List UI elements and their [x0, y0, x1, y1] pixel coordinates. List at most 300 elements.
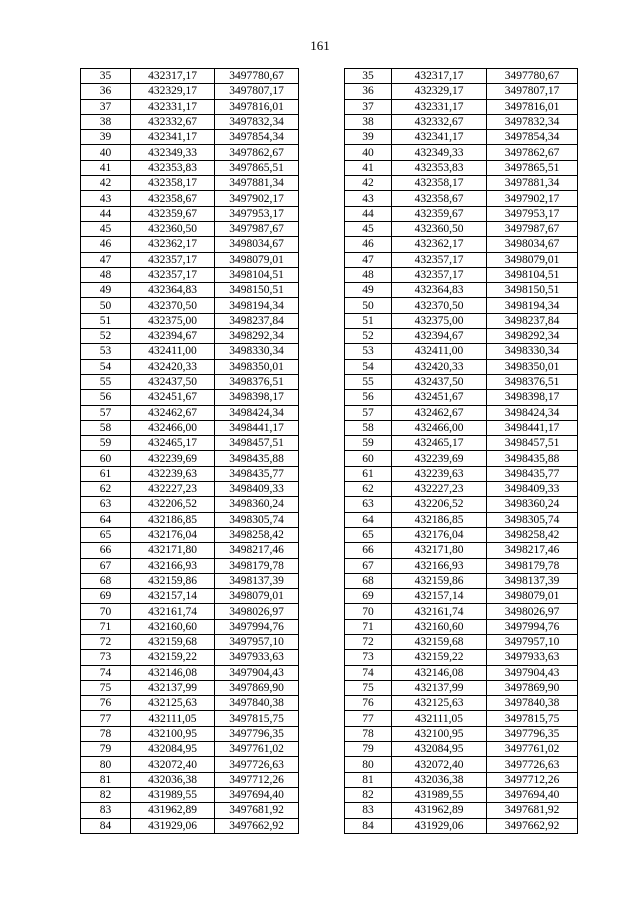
table-row: [81, 114, 578, 129]
left-y-coordinate-cell: 3497796,35: [215, 726, 299, 741]
left-x-coordinate-cell: 432466,00: [131, 420, 215, 435]
column-gap: [299, 650, 345, 665]
column-gap: [299, 634, 345, 649]
right-x-coordinate-cell: 432437,50: [392, 374, 487, 389]
left-x-coordinate-cell: 432359,67: [131, 206, 215, 221]
right-point-number-cell: 84: [345, 818, 392, 833]
left-y-coordinate-cell: 3497840,38: [215, 696, 299, 711]
table-row: [81, 818, 578, 833]
left-y-coordinate-cell: 3498305,74: [215, 512, 299, 527]
right-y-coordinate-cell: 3498360,24: [487, 497, 578, 512]
right-y-coordinate-cell: 3497796,35: [487, 726, 578, 741]
table-row: [81, 589, 578, 604]
left-y-coordinate-cell: 3498217,46: [215, 543, 299, 558]
left-y-coordinate-cell: 3498435,77: [215, 466, 299, 481]
page-number: 161: [310, 38, 330, 53]
table-row: [81, 436, 578, 451]
right-point-number-cell: 54: [345, 359, 392, 374]
right-x-coordinate-cell: 432146,08: [392, 665, 487, 680]
left-point-number-cell: 71: [81, 619, 131, 634]
right-x-coordinate-cell: 432364,83: [392, 283, 487, 298]
left-x-coordinate-cell: 432353,83: [131, 160, 215, 175]
left-y-coordinate-cell: 3498194,34: [215, 298, 299, 313]
left-x-coordinate-cell: 432349,33: [131, 145, 215, 160]
left-x-coordinate-cell: 432100,95: [131, 726, 215, 741]
right-x-coordinate-cell: 432171,80: [392, 543, 487, 558]
left-point-number-cell: 67: [81, 558, 131, 573]
table-row: [81, 696, 578, 711]
table-row: [81, 221, 578, 236]
left-x-coordinate-cell: 432159,86: [131, 573, 215, 588]
left-x-coordinate-cell: 432364,83: [131, 283, 215, 298]
left-x-coordinate-cell: 432166,93: [131, 558, 215, 573]
right-point-number-cell: 81: [345, 772, 392, 787]
right-y-coordinate-cell: 3498435,88: [487, 451, 578, 466]
right-y-coordinate-cell: 3498137,39: [487, 573, 578, 588]
left-point-number-cell: 51: [81, 313, 131, 328]
right-point-number-cell: 57: [345, 405, 392, 420]
right-point-number-cell: 43: [345, 191, 392, 206]
left-x-coordinate-cell: 432329,17: [131, 84, 215, 99]
right-y-coordinate-cell: 3498441,17: [487, 420, 578, 435]
left-point-number-cell: 64: [81, 512, 131, 527]
left-point-number-cell: 48: [81, 267, 131, 282]
right-y-coordinate-cell: 3497832,34: [487, 114, 578, 129]
right-point-number-cell: 55: [345, 374, 392, 389]
left-x-coordinate-cell: 432239,63: [131, 466, 215, 481]
right-x-coordinate-cell: 432462,67: [392, 405, 487, 420]
column-gap: [299, 252, 345, 267]
right-point-number-cell: 68: [345, 573, 392, 588]
right-y-coordinate-cell: 3497987,67: [487, 221, 578, 236]
left-point-number-cell: 60: [81, 451, 131, 466]
right-point-number-cell: 59: [345, 436, 392, 451]
left-x-coordinate-cell: 432159,68: [131, 634, 215, 649]
table-row: [81, 145, 578, 160]
left-x-coordinate-cell: 432111,05: [131, 711, 215, 726]
left-point-number-cell: 77: [81, 711, 131, 726]
right-y-coordinate-cell: 3498292,34: [487, 329, 578, 344]
right-x-coordinate-cell: 432394,67: [392, 329, 487, 344]
left-y-coordinate-cell: 3498441,17: [215, 420, 299, 435]
left-y-coordinate-cell: 3498026,97: [215, 604, 299, 619]
right-x-coordinate-cell: 432072,40: [392, 757, 487, 772]
right-x-coordinate-cell: 432159,86: [392, 573, 487, 588]
left-x-coordinate-cell: 432036,38: [131, 772, 215, 787]
left-x-coordinate-cell: 431989,55: [131, 787, 215, 802]
table-row: [81, 711, 578, 726]
right-x-coordinate-cell: 432111,05: [392, 711, 487, 726]
right-x-coordinate-cell: 432159,22: [392, 650, 487, 665]
column-gap: [299, 757, 345, 772]
table-row: [81, 497, 578, 512]
table-row: [81, 772, 578, 787]
column-gap: [299, 527, 345, 542]
left-x-coordinate-cell: 432159,22: [131, 650, 215, 665]
right-y-coordinate-cell: 3497862,67: [487, 145, 578, 160]
table-row: [81, 69, 578, 84]
table-row: [81, 176, 578, 191]
right-x-coordinate-cell: 432362,17: [392, 237, 487, 252]
left-x-coordinate-cell: 431929,06: [131, 818, 215, 833]
right-y-coordinate-cell: 3498104,51: [487, 267, 578, 282]
table-row: [81, 787, 578, 802]
left-x-coordinate-cell: 432206,52: [131, 497, 215, 512]
column-gap: [299, 772, 345, 787]
right-point-number-cell: 47: [345, 252, 392, 267]
column-gap: [299, 604, 345, 619]
right-point-number-cell: 78: [345, 726, 392, 741]
column-gap: [299, 374, 345, 389]
right-x-coordinate-cell: 432370,50: [392, 298, 487, 313]
left-point-number-cell: 57: [81, 405, 131, 420]
right-x-coordinate-cell: 432331,17: [392, 99, 487, 114]
left-point-number-cell: 58: [81, 420, 131, 435]
right-y-coordinate-cell: 3497681,92: [487, 803, 578, 818]
right-y-coordinate-cell: 3497726,63: [487, 757, 578, 772]
column-gap: [299, 420, 345, 435]
coordinates-table: [80, 68, 578, 834]
right-y-coordinate-cell: 3497815,75: [487, 711, 578, 726]
left-x-coordinate-cell: 432239,69: [131, 451, 215, 466]
left-x-coordinate-cell: 432227,23: [131, 482, 215, 497]
table-row: [81, 451, 578, 466]
right-x-coordinate-cell: 432125,63: [392, 696, 487, 711]
right-y-coordinate-cell: 3497712,26: [487, 772, 578, 787]
right-y-coordinate-cell: 3497869,90: [487, 680, 578, 695]
left-point-number-cell: 76: [81, 696, 131, 711]
column-gap: [299, 221, 345, 236]
column-gap: [299, 114, 345, 129]
table-row: [81, 650, 578, 665]
left-y-coordinate-cell: 3497994,76: [215, 619, 299, 634]
left-x-coordinate-cell: 432375,00: [131, 313, 215, 328]
table-row: [81, 298, 578, 313]
table-row: [81, 420, 578, 435]
right-point-number-cell: 42: [345, 176, 392, 191]
right-x-coordinate-cell: 432166,93: [392, 558, 487, 573]
left-point-number-cell: 59: [81, 436, 131, 451]
left-y-coordinate-cell: 3497987,67: [215, 221, 299, 236]
table-row: [81, 512, 578, 527]
left-point-number-cell: 47: [81, 252, 131, 267]
column-gap: [299, 69, 345, 84]
left-y-coordinate-cell: 3497694,40: [215, 787, 299, 802]
table-row: [81, 680, 578, 695]
left-x-coordinate-cell: 432370,50: [131, 298, 215, 313]
right-y-coordinate-cell: 3498305,74: [487, 512, 578, 527]
column-gap: [299, 696, 345, 711]
right-y-coordinate-cell: 3498194,34: [487, 298, 578, 313]
left-x-coordinate-cell: 432160,60: [131, 619, 215, 634]
right-x-coordinate-cell: 432186,85: [392, 512, 487, 527]
left-point-number-cell: 78: [81, 726, 131, 741]
right-point-number-cell: 82: [345, 787, 392, 802]
column-gap: [299, 313, 345, 328]
left-x-coordinate-cell: 432171,80: [131, 543, 215, 558]
left-point-number-cell: 63: [81, 497, 131, 512]
table-row: [81, 359, 578, 374]
right-x-coordinate-cell: 432100,95: [392, 726, 487, 741]
column-gap: [299, 267, 345, 282]
column-gap: [299, 160, 345, 175]
right-x-coordinate-cell: 432157,14: [392, 589, 487, 604]
right-y-coordinate-cell: 3498079,01: [487, 589, 578, 604]
table-row: [81, 130, 578, 145]
left-point-number-cell: 82: [81, 787, 131, 802]
column-gap: [299, 451, 345, 466]
left-y-coordinate-cell: 3498398,17: [215, 390, 299, 405]
left-point-number-cell: 81: [81, 772, 131, 787]
left-point-number-cell: 83: [81, 803, 131, 818]
right-point-number-cell: 71: [345, 619, 392, 634]
column-gap: [299, 711, 345, 726]
left-x-coordinate-cell: 432176,04: [131, 527, 215, 542]
right-point-number-cell: 63: [345, 497, 392, 512]
table-row: [81, 84, 578, 99]
right-x-coordinate-cell: 432360,50: [392, 221, 487, 236]
right-point-number-cell: 74: [345, 665, 392, 680]
left-point-number-cell: 52: [81, 329, 131, 344]
table-row: [81, 237, 578, 252]
column-gap: [299, 665, 345, 680]
left-y-coordinate-cell: 3498330,34: [215, 344, 299, 359]
right-y-coordinate-cell: 3497761,02: [487, 742, 578, 757]
right-y-coordinate-cell: 3497780,67: [487, 69, 578, 84]
right-point-number-cell: 52: [345, 329, 392, 344]
right-x-coordinate-cell: 432137,99: [392, 680, 487, 695]
right-x-coordinate-cell: 432466,00: [392, 420, 487, 435]
left-y-coordinate-cell: 3497881,34: [215, 176, 299, 191]
right-y-coordinate-cell: 3497902,17: [487, 191, 578, 206]
table-row: [81, 374, 578, 389]
left-y-coordinate-cell: 3497902,17: [215, 191, 299, 206]
left-y-coordinate-cell: 3498104,51: [215, 267, 299, 282]
left-point-number-cell: 68: [81, 573, 131, 588]
left-point-number-cell: 44: [81, 206, 131, 221]
left-x-coordinate-cell: 432394,67: [131, 329, 215, 344]
right-y-coordinate-cell: 3498398,17: [487, 390, 578, 405]
right-point-number-cell: 83: [345, 803, 392, 818]
right-point-number-cell: 36: [345, 84, 392, 99]
column-gap: [299, 99, 345, 114]
left-y-coordinate-cell: 3497726,63: [215, 757, 299, 772]
left-point-number-cell: 50: [81, 298, 131, 313]
right-point-number-cell: 51: [345, 313, 392, 328]
table-row: [81, 329, 578, 344]
left-x-coordinate-cell: 432357,17: [131, 267, 215, 282]
right-point-number-cell: 72: [345, 634, 392, 649]
left-point-number-cell: 38: [81, 114, 131, 129]
right-point-number-cell: 39: [345, 130, 392, 145]
right-point-number-cell: 62: [345, 482, 392, 497]
column-gap: [299, 573, 345, 588]
right-point-number-cell: 67: [345, 558, 392, 573]
left-x-coordinate-cell: 432341,17: [131, 130, 215, 145]
right-point-number-cell: 60: [345, 451, 392, 466]
right-y-coordinate-cell: 3498179,78: [487, 558, 578, 573]
column-gap: [299, 206, 345, 221]
left-y-coordinate-cell: 3497815,75: [215, 711, 299, 726]
left-point-number-cell: 56: [81, 390, 131, 405]
left-point-number-cell: 41: [81, 160, 131, 175]
right-y-coordinate-cell: 3497994,76: [487, 619, 578, 634]
right-x-coordinate-cell: 432161,74: [392, 604, 487, 619]
left-point-number-cell: 40: [81, 145, 131, 160]
right-y-coordinate-cell: 3497865,51: [487, 160, 578, 175]
right-point-number-cell: 35: [345, 69, 392, 84]
right-point-number-cell: 77: [345, 711, 392, 726]
left-point-number-cell: 80: [81, 757, 131, 772]
column-gap: [299, 803, 345, 818]
left-point-number-cell: 70: [81, 604, 131, 619]
left-point-number-cell: 36: [81, 84, 131, 99]
left-x-coordinate-cell: 432137,99: [131, 680, 215, 695]
left-x-coordinate-cell: 432360,50: [131, 221, 215, 236]
right-x-coordinate-cell: 432358,67: [392, 191, 487, 206]
right-x-coordinate-cell: 432420,33: [392, 359, 487, 374]
left-y-coordinate-cell: 3497816,01: [215, 99, 299, 114]
right-x-coordinate-cell: 432451,67: [392, 390, 487, 405]
left-point-number-cell: 74: [81, 665, 131, 680]
left-y-coordinate-cell: 3497865,51: [215, 160, 299, 175]
table-row: [81, 757, 578, 772]
left-x-coordinate-cell: 432332,67: [131, 114, 215, 129]
left-y-coordinate-cell: 3498409,33: [215, 482, 299, 497]
left-x-coordinate-cell: 431962,89: [131, 803, 215, 818]
left-point-number-cell: 75: [81, 680, 131, 695]
right-y-coordinate-cell: 3497953,17: [487, 206, 578, 221]
right-x-coordinate-cell: 432317,17: [392, 69, 487, 84]
right-y-coordinate-cell: 3498079,01: [487, 252, 578, 267]
table-row: [81, 527, 578, 542]
table-row: [81, 206, 578, 221]
column-gap: [299, 130, 345, 145]
left-y-coordinate-cell: 3497933,63: [215, 650, 299, 665]
left-x-coordinate-cell: 432125,63: [131, 696, 215, 711]
left-y-coordinate-cell: 3498350,01: [215, 359, 299, 374]
left-y-coordinate-cell: 3497832,34: [215, 114, 299, 129]
column-gap: [299, 405, 345, 420]
left-y-coordinate-cell: 3497761,02: [215, 742, 299, 757]
left-point-number-cell: 35: [81, 69, 131, 84]
left-point-number-cell: 61: [81, 466, 131, 481]
left-point-number-cell: 39: [81, 130, 131, 145]
left-x-coordinate-cell: 432317,17: [131, 69, 215, 84]
left-point-number-cell: 66: [81, 543, 131, 558]
table-row: [81, 466, 578, 481]
left-x-coordinate-cell: 432411,00: [131, 344, 215, 359]
right-y-coordinate-cell: 3498237,84: [487, 313, 578, 328]
right-x-coordinate-cell: 431962,89: [392, 803, 487, 818]
column-gap: [299, 466, 345, 481]
right-y-coordinate-cell: 3498034,67: [487, 237, 578, 252]
left-point-number-cell: 43: [81, 191, 131, 206]
column-gap: [299, 283, 345, 298]
left-y-coordinate-cell: 3498137,39: [215, 573, 299, 588]
right-y-coordinate-cell: 3498330,34: [487, 344, 578, 359]
left-y-coordinate-cell: 3498424,34: [215, 405, 299, 420]
table-row: [81, 405, 578, 420]
left-point-number-cell: 84: [81, 818, 131, 833]
right-point-number-cell: 64: [345, 512, 392, 527]
left-x-coordinate-cell: 432358,17: [131, 176, 215, 191]
right-point-number-cell: 73: [345, 650, 392, 665]
right-point-number-cell: 49: [345, 283, 392, 298]
table-row: [81, 160, 578, 175]
column-gap: [299, 497, 345, 512]
right-point-number-cell: 46: [345, 237, 392, 252]
left-y-coordinate-cell: 3497712,26: [215, 772, 299, 787]
left-x-coordinate-cell: 432437,50: [131, 374, 215, 389]
right-y-coordinate-cell: 3498150,51: [487, 283, 578, 298]
column-gap: [299, 390, 345, 405]
right-y-coordinate-cell: 3498026,97: [487, 604, 578, 619]
right-point-number-cell: 66: [345, 543, 392, 558]
right-x-coordinate-cell: 432358,17: [392, 176, 487, 191]
right-x-coordinate-cell: 432329,17: [392, 84, 487, 99]
right-point-number-cell: 48: [345, 267, 392, 282]
left-x-coordinate-cell: 432146,08: [131, 665, 215, 680]
left-x-coordinate-cell: 432331,17: [131, 99, 215, 114]
right-x-coordinate-cell: 432357,17: [392, 267, 487, 282]
right-x-coordinate-cell: 431989,55: [392, 787, 487, 802]
right-x-coordinate-cell: 432239,69: [392, 451, 487, 466]
left-y-coordinate-cell: 3497662,92: [215, 818, 299, 833]
right-point-number-cell: 58: [345, 420, 392, 435]
left-y-coordinate-cell: 3497681,92: [215, 803, 299, 818]
left-y-coordinate-cell: 3498079,01: [215, 589, 299, 604]
left-x-coordinate-cell: 432186,85: [131, 512, 215, 527]
right-x-coordinate-cell: 432353,83: [392, 160, 487, 175]
left-y-coordinate-cell: 3497904,43: [215, 665, 299, 680]
right-y-coordinate-cell: 3497662,92: [487, 818, 578, 833]
right-y-coordinate-cell: 3498350,01: [487, 359, 578, 374]
right-x-coordinate-cell: 432357,17: [392, 252, 487, 267]
column-gap: [299, 726, 345, 741]
left-y-coordinate-cell: 3497780,67: [215, 69, 299, 84]
right-x-coordinate-cell: 432359,67: [392, 206, 487, 221]
column-gap: [299, 558, 345, 573]
right-x-coordinate-cell: 432375,00: [392, 313, 487, 328]
table-row: [81, 742, 578, 757]
right-x-coordinate-cell: 432084,95: [392, 742, 487, 757]
left-y-coordinate-cell: 3497854,34: [215, 130, 299, 145]
left-point-number-cell: 37: [81, 99, 131, 114]
left-x-coordinate-cell: 432420,33: [131, 359, 215, 374]
right-y-coordinate-cell: 3497807,17: [487, 84, 578, 99]
left-y-coordinate-cell: 3498179,78: [215, 558, 299, 573]
right-y-coordinate-cell: 3498424,34: [487, 405, 578, 420]
left-y-coordinate-cell: 3498292,34: [215, 329, 299, 344]
table-row: [81, 283, 578, 298]
left-x-coordinate-cell: 432072,40: [131, 757, 215, 772]
left-point-number-cell: 42: [81, 176, 131, 191]
left-y-coordinate-cell: 3497957,10: [215, 634, 299, 649]
right-point-number-cell: 41: [345, 160, 392, 175]
column-gap: [299, 680, 345, 695]
right-y-coordinate-cell: 3497694,40: [487, 787, 578, 802]
right-y-coordinate-cell: 3498376,51: [487, 374, 578, 389]
right-x-coordinate-cell: 432159,68: [392, 634, 487, 649]
right-x-coordinate-cell: 432349,33: [392, 145, 487, 160]
column-gap: [299, 512, 345, 527]
left-x-coordinate-cell: 432462,67: [131, 405, 215, 420]
table-row: [81, 573, 578, 588]
left-y-coordinate-cell: 3498457,51: [215, 436, 299, 451]
left-x-coordinate-cell: 432358,67: [131, 191, 215, 206]
column-gap: [299, 436, 345, 451]
